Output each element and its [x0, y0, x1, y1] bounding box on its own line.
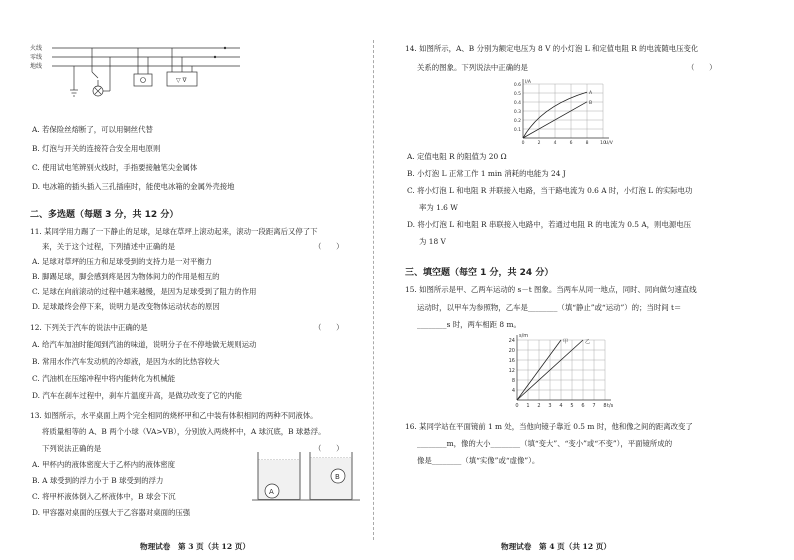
q10-option-c: C. 使用试电笔辨别火线时，手指要接触笔尖金属体 — [32, 163, 198, 172]
q12-option-c: C. 汽油机在压缩冲程中将内能转化为机械能 — [32, 374, 176, 383]
ball-b-label: B — [335, 473, 340, 481]
iu-xlabel: U/V — [605, 141, 613, 146]
q16-stem-line3: 像是________（填“实像”或“虚像”）。 — [417, 456, 540, 465]
section3-title: 三、填空题（每空 1 分，共 24 分） — [405, 268, 554, 278]
q14-stem-line1: 14. 如图所示，A、B 分别为额定电压为 8 V 的小灯泡 L 和定值电阻 R 的电流随电压变化 — [405, 44, 699, 53]
st-ytick-label: 24 — [508, 338, 515, 344]
q12-answer-paren: （ ） — [314, 323, 344, 332]
q14-answer-paren: （ ） — [687, 63, 717, 72]
q10-option-d: D. 电冰箱的插头插入三孔插座时，能使电冰箱的金属外壳接地 — [32, 182, 235, 191]
st-xtick-label: 7 — [592, 403, 596, 409]
q13-stem-line1: 13. 如图所示，水平桌面上两个完全相同的烧杯甲和乙中装有体积相同的两种不同液体。 — [30, 411, 318, 420]
right-page — [397, 0, 794, 560]
st-series-jia-label: 甲 — [563, 339, 569, 345]
q13-option-a: A. 甲杯内的液体密度大于乙杯内的液体密度 — [32, 460, 176, 469]
q13-option-b: B. A 球受到的浮力小于 B 球受到的浮力 — [32, 476, 164, 485]
iu-xtick-label: 2 — [537, 141, 541, 146]
q12-option-d: D. 汽车在刹车过程中，刹车片温度升高，是做功改变了它的内能 — [32, 391, 242, 400]
right-page-footer: 物理试卷 第 4 页（共 12 页） — [501, 542, 611, 551]
st-xtick-label: 8 — [603, 403, 607, 409]
ball-a-label: A — [269, 488, 274, 496]
st-xtick-label: 6 — [581, 403, 585, 409]
circuit-label-zero: 零线 — [30, 54, 43, 61]
beakers-figure — [252, 446, 360, 502]
iu-xtick-label: 8 — [585, 141, 589, 146]
q12-option-a: A. 给汽车加油时能闻到汽油的味道，说明分子在不停地做无规则运动 — [32, 340, 257, 349]
st-xtick-label: 1 — [526, 403, 530, 409]
q12-stem: 12. 下列关于汽车的说法中正确的是 — [30, 323, 148, 332]
q14-option-c: C. 将小灯泡 L 和电阻 R 并联接入电路，当干路电流为 0.6 A 时，小灯泡 L 的实际电功 — [407, 186, 693, 195]
svg-text:▽ ∇: ▽ ∇ — [176, 77, 187, 84]
st-xtick-label: 0 — [515, 403, 519, 409]
q11-stem-line2: 来，关于这个过程，下列描述中正确的是 — [42, 242, 176, 251]
q13-stem-line2: 将质量相等的 A、B 两个小球（VA>VB），分别放入两烧杯中，A 球沉底，B 球悬浮。 — [42, 427, 326, 436]
st-ytick-label: 16 — [508, 358, 515, 364]
iu-ytick-label: 0.4 — [513, 101, 521, 106]
q15-stem-line2: 运动时，以甲车为参照物，乙车是________（填“静止”或“运动”）的；当时间 t＝ — [417, 303, 682, 312]
q14-option-d: D. 将小灯泡 L 和电阻 R 串联接入电路中，若通过电阻 R 的电流为 0.5 A，则电源电压 — [407, 220, 692, 229]
q16-stem-line1: 16. 某同学站在平面镜前 1 m 处，当他向镜子靠近 0.5 m 时，他和像之间的距离改变了 — [405, 422, 693, 431]
iu-ytick-label: 0.2 — [513, 119, 521, 124]
q11-option-d: D. 足球最终会停下来，说明力是改变物体运动状态的原因 — [32, 302, 220, 311]
st-ytick-label: 12 — [508, 368, 515, 374]
q11-option-b: B. 脚踢足球，脚会感到疼是因为物体间力的作用是相互的 — [32, 272, 220, 281]
q14-option-d-cont: 为 18 V — [419, 237, 446, 246]
st-xtick-label: 3 — [548, 403, 552, 409]
st-ytick-label: 20 — [508, 348, 515, 354]
st-ytick-label: 8 — [511, 378, 515, 384]
st-ytick-label: 4 — [511, 388, 515, 394]
q11-answer-paren: （ ） — [314, 242, 344, 251]
q14-stem-line2: 关系的图象。下列说法中正确的是 — [417, 63, 528, 72]
st-series-yi-label: 乙 — [585, 339, 591, 345]
q11-option-a: A. 足球对草坪的压力和足球受到的支持力是一对平衡力 — [32, 257, 213, 266]
iu-series-a-label: A — [589, 91, 593, 97]
household-circuit-diagram — [30, 42, 250, 114]
q15-stem-line3: ________s 时，两车相距 8 m。 — [417, 320, 521, 329]
q13-option-d: D. 甲容器对桌面的压强大于乙容器对桌面的压强 — [32, 508, 191, 517]
iu-xtick-label: 6 — [569, 141, 573, 146]
q16-stem-line2: ________m，像的大小________（填“变大”、“变小”或“不变”），平面镜所成的 — [417, 439, 673, 448]
iu-ytick-label: 0.3 — [513, 110, 521, 115]
q13-stem-line3: 下列说法正确的是 — [42, 444, 102, 453]
st-ylabel: s/m — [519, 333, 529, 339]
q14-option-a: A. 定值电阻 R 的阻值为 20 Ω — [407, 152, 507, 161]
st-xtick-label: 4 — [559, 403, 563, 409]
iu-xtick-label: 10 — [600, 141, 606, 146]
q10-option-a: A. 若保险丝熔断了，可以用铜丝代替 — [32, 125, 153, 134]
st-xtick-label: 2 — [537, 403, 541, 409]
section2-title: 二、多选题（每题 3 分，共 12 分） — [30, 210, 179, 220]
q13-answer-paren: （ ） — [314, 444, 344, 453]
iu-ytick-label: 0.6 — [513, 83, 521, 88]
st-xtick-label: 5 — [570, 403, 574, 409]
q10-option-b: B. 灯泡与开关的连接符合安全用电原则 — [32, 144, 161, 153]
st-xlabel: t/s — [607, 403, 614, 409]
iu-ytick-label: 0.1 — [513, 128, 521, 133]
iu-chart — [507, 78, 617, 150]
circuit-label-fire: 火线 — [30, 45, 43, 52]
q13-option-c: C. 将甲杯液体倒入乙杯液体中，B 球会下沉 — [32, 492, 176, 501]
left-page-footer: 物理试卷 第 3 页（共 12 页） — [140, 542, 250, 551]
q11-stem-line1: 11. 某同学用力踢了一下静止的足球，足球在草坪上滚动起来，滚动一段距离后又停了下 — [30, 227, 318, 236]
iu-xtick-label: 4 — [553, 141, 557, 146]
q15-stem-line1: 15. 如图所示是甲、乙两车运动的 s－t 图象。当两车从同一地点，同时、同向做匀速直线 — [405, 285, 697, 294]
q14-option-c-cont: 率为 1.6 W — [419, 203, 458, 212]
q11-option-c: C. 足球在向前滚动的过程中越来越慢，是因为足球受到了阻力的作用 — [32, 287, 257, 296]
q14-option-b: B. 小灯泡 L 正常工作 1 min 消耗的电能为 24 J — [407, 169, 566, 178]
iu-series-b-label: B — [589, 100, 593, 106]
iu-xtick-label: 0 — [521, 141, 525, 146]
iu-ytick-label: 0.5 — [513, 92, 521, 97]
st-chart — [503, 332, 619, 412]
q12-option-b: B. 常用水作汽车发动机的冷却液，是因为水的比热容较大 — [32, 357, 220, 366]
circuit-label-ground: 地线 — [30, 63, 43, 70]
iu-ylabel: I/A — [525, 80, 531, 85]
